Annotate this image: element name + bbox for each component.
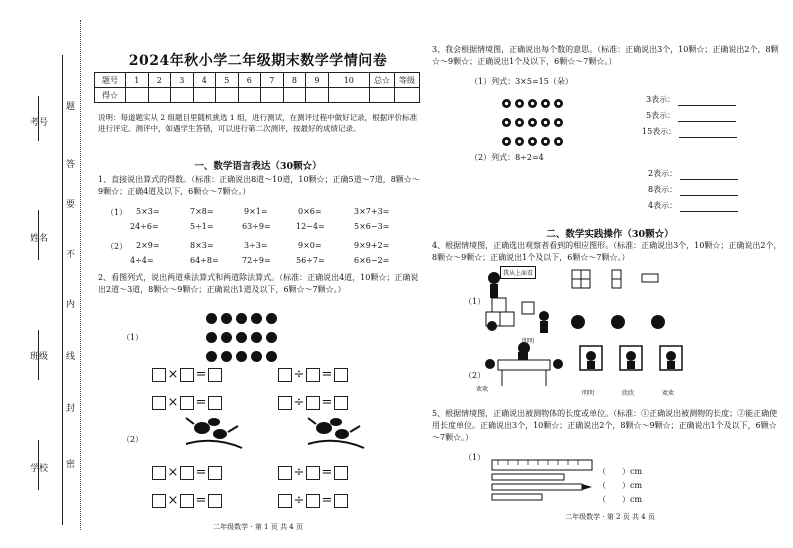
score-header-cell: 6 — [238, 73, 261, 88]
flower-icon — [528, 99, 537, 108]
q2-part2-label: （2） — [122, 435, 144, 444]
q1-item: 0×6= — [298, 207, 322, 216]
q3-part1-equation: （1）列式：3×5=15（朵） — [470, 77, 573, 86]
score-header-cell: 题号 — [95, 73, 126, 88]
q3-meaning-row — [648, 200, 738, 212]
portrait-name: 欣欣 — [622, 390, 635, 397]
apple-icon — [206, 332, 217, 343]
answer-box[interactable] — [208, 396, 222, 410]
q3-meaning-row — [648, 184, 738, 196]
apple-icon — [266, 332, 277, 343]
q5-prompt: 5、根据情境图，正确说出被测物体的长度或单位。（标准：①正确说出被测物的长度；②能正确使用长度单位。正确说出3个，10颗☆；正确说出2个，8颗☆～9颗☆；正确说出1个及以下，6颗☆～7颗☆。） — [432, 409, 778, 442]
score-cell[interactable] — [261, 88, 284, 103]
mingming-tag: 明明 — [522, 338, 535, 345]
times-sign: × — [167, 493, 179, 508]
portrait-name: 欢欢 — [662, 390, 675, 397]
score-cell[interactable] — [171, 88, 194, 103]
marker-xian: 线 — [66, 352, 76, 362]
answer-box[interactable] — [334, 368, 348, 382]
binding-line — [62, 55, 63, 525]
score-cell[interactable] — [193, 88, 216, 103]
apple-icon — [251, 313, 262, 324]
answer-box[interactable] — [152, 466, 166, 480]
q1-item: 24÷6= — [130, 222, 159, 231]
exam-title: 2024年秋小学二年级期末数学学情问卷 — [128, 53, 388, 69]
q1-item: 6×6−2= — [354, 256, 390, 265]
score-header-cell: 等级 — [395, 73, 420, 88]
label-school: 学校 — [30, 464, 49, 474]
apple-icon — [206, 351, 217, 362]
answer-box[interactable] — [334, 396, 348, 410]
answer-box[interactable] — [334, 494, 348, 508]
answer-box[interactable] — [180, 494, 194, 508]
times-sign: × — [167, 465, 179, 480]
equals-sign: = — [321, 395, 333, 410]
school-field[interactable] — [38, 440, 40, 490]
q1-item: 63÷9= — [242, 222, 271, 231]
section-2-heading: 二、数学实践操作（30颗☆） — [546, 229, 674, 240]
q1-item: 3×7+3= — [354, 207, 390, 216]
score-table-score-row — [95, 88, 420, 103]
exam-number-field[interactable] — [38, 96, 40, 141]
answer-box[interactable] — [180, 396, 194, 410]
q2-mul-equation-2 — [152, 392, 222, 411]
q4-prompt: 4、根据情境图，正确选出观察者看到的相应图形。（标准：正确说出3个，10颗☆；正确说出2个，8颗☆～9颗☆；正确说出1个及以下，6颗☆～7颗☆。） — [432, 241, 782, 262]
divide-sign: ÷ — [293, 465, 305, 480]
birds-on-branch-image-left — [184, 414, 244, 454]
meaning-label: 3表示： — [646, 95, 676, 104]
times-sign: × — [167, 367, 179, 382]
q2-div-equation-2 — [278, 392, 348, 411]
flower-icon — [528, 118, 537, 127]
score-cell[interactable] — [370, 88, 395, 103]
score-table-header-row — [95, 73, 420, 88]
section-1-heading: 一、数学语言表达（30颗☆） — [194, 161, 322, 172]
equals-sign: = — [195, 465, 207, 480]
q1-item: 4÷4= — [130, 256, 154, 265]
flower-icon — [515, 99, 524, 108]
flower-icon — [541, 118, 550, 127]
score-header-cell: 9 — [306, 73, 329, 88]
answer-line[interactable] — [680, 169, 738, 180]
meaning-label: 8表示： — [648, 185, 678, 194]
answer-line[interactable] — [679, 127, 737, 138]
apple-grid-image — [204, 310, 290, 367]
flower-icon — [554, 99, 563, 108]
answer-line[interactable] — [678, 111, 736, 122]
q2-part1-label: （1） — [122, 333, 144, 342]
score-header-cell: 8 — [283, 73, 306, 88]
view-from-top-sign: 我从上面看 — [500, 266, 536, 279]
score-cell[interactable] — [238, 88, 261, 103]
score-cell[interactable] — [283, 88, 306, 103]
q3-meaning-row — [648, 168, 738, 180]
answer-box[interactable] — [334, 466, 348, 480]
answer-box[interactable] — [152, 494, 166, 508]
page-1 — [92, 0, 424, 548]
q1-group2-label: （2） — [106, 242, 128, 251]
answer-box[interactable] — [306, 466, 320, 480]
portrait-options-image — [576, 344, 696, 374]
apple-icon — [236, 332, 247, 343]
q1-item: 9×1= — [244, 207, 268, 216]
meaning-label: 5表示： — [646, 111, 676, 120]
equals-sign: = — [195, 493, 207, 508]
q1-item: 5×6−3= — [354, 222, 390, 231]
apple-icon — [266, 313, 277, 324]
equals-sign: = — [321, 493, 333, 508]
q1-item: 5÷1= — [190, 222, 214, 231]
flower-icon — [502, 99, 511, 108]
binding-strip — [0, 0, 92, 548]
q1-prompt: 1、直接说出算式的得数。（标准：正确说出8道～10道，10颗☆；正确5道～7道，8颗☆～9颗☆；正确4道及以下，6颗☆～7颗☆。） — [98, 175, 420, 196]
q4-part2-label: （2） — [464, 371, 486, 380]
score-row-label: 得☆ — [95, 88, 126, 103]
score-header-cell: 7 — [261, 73, 284, 88]
name-field[interactable] — [38, 210, 40, 260]
flower-icon — [515, 137, 524, 146]
flower-icon — [554, 137, 563, 146]
score-table — [94, 72, 420, 103]
score-header-cell: 总☆ — [370, 73, 395, 88]
marker-bu: 不 — [66, 250, 76, 260]
apple-icon — [251, 332, 262, 343]
marker-da: 答 — [66, 160, 76, 170]
divide-sign: ÷ — [293, 395, 305, 410]
score-cell[interactable] — [148, 88, 171, 103]
score-header-cell: 2 — [148, 73, 171, 88]
answer-box[interactable] — [278, 466, 292, 480]
answer-box[interactable] — [278, 396, 292, 410]
score-cell[interactable] — [216, 88, 239, 103]
q3-prompt: 3、我会根据情境图，正确说出每个数的意思。（标准：正确说出3个，10颗☆；正确说出2个，8颗☆～9颗☆；正确说出1个及以下，6颗☆～7颗☆。） — [432, 45, 779, 66]
score-cell[interactable] — [306, 88, 329, 103]
answer-box[interactable] — [180, 466, 194, 480]
class-field[interactable] — [38, 330, 40, 380]
flower-icon — [541, 99, 550, 108]
apple-icon — [221, 351, 232, 362]
binding-dotted-line — [80, 20, 81, 530]
answer-box[interactable] — [278, 368, 292, 382]
score-header-cell: 3 — [171, 73, 194, 88]
q3-meaning-row — [646, 94, 736, 106]
answer-line[interactable] — [680, 185, 738, 196]
q1-group1-label: （1） — [106, 208, 128, 217]
meaning-label: 15表示： — [642, 127, 677, 136]
flower-icon — [528, 137, 537, 146]
apple-icon — [236, 313, 247, 324]
marker-nei: 内 — [66, 300, 76, 310]
apple-icon — [236, 351, 247, 362]
q3-part2-equation: （2）列式：8÷2=4 — [470, 153, 544, 162]
score-header-cell: 1 — [126, 73, 149, 88]
equals-sign: = — [321, 465, 333, 480]
flower-grid-image — [500, 94, 580, 151]
q2-prompt: 2、看图列式，说出两道乘法算式和两道除法算式。（标准：正确说出4道，10颗☆；正确说出2道～3道，8颗☆～9颗☆；正确说出1道及以下，6颗☆～7颗☆。） — [98, 273, 419, 294]
score-header-cell: 4 — [193, 73, 216, 88]
q5-part1-label: （1） — [464, 453, 486, 462]
score-header-cell: 5 — [216, 73, 239, 88]
children-heads-image — [568, 312, 678, 332]
q1-item: 7×8= — [190, 207, 214, 216]
flower-icon — [502, 118, 511, 127]
score-cell[interactable] — [395, 88, 420, 103]
page-2 — [430, 0, 790, 548]
answer-box[interactable] — [180, 368, 194, 382]
answer-box[interactable] — [208, 368, 222, 382]
answer-box[interactable] — [208, 494, 222, 508]
q2-div-equation-3 — [278, 462, 348, 481]
answer-box[interactable] — [278, 494, 292, 508]
q1-item: 5×3= — [136, 207, 160, 216]
q1-item: 72÷9= — [242, 256, 271, 265]
answer-box[interactable] — [152, 368, 166, 382]
flower-icon — [502, 137, 511, 146]
answer-line[interactable] — [678, 95, 736, 106]
portrait-name: 明明 — [582, 390, 595, 397]
q5-answer-3[interactable]: （ ）cm — [598, 495, 643, 504]
shape-options-image — [570, 268, 660, 298]
q5-answer-2[interactable]: （ ）cm — [598, 481, 643, 490]
equals-sign: = — [195, 367, 207, 382]
apple-icon — [221, 332, 232, 343]
answer-box[interactable] — [208, 466, 222, 480]
answer-box[interactable] — [152, 396, 166, 410]
flower-icon — [541, 137, 550, 146]
apple-icon — [251, 351, 262, 362]
answer-box[interactable] — [306, 368, 320, 382]
q5-answer-1[interactable]: （ ）cm — [598, 467, 643, 476]
divide-sign: ÷ — [293, 493, 305, 508]
q1-item: 9×0= — [298, 241, 322, 250]
ruler-measuring-image — [488, 456, 598, 506]
q1-item: 64÷8= — [190, 256, 219, 265]
equals-sign: = — [321, 367, 333, 382]
q1-item: 8×3= — [190, 241, 214, 250]
huanhuan-tag: 欢欢 — [476, 386, 489, 393]
q3-meaning-row — [646, 110, 736, 122]
q2-div-equation-1 — [278, 364, 348, 383]
marker-yao: 要 — [66, 200, 76, 210]
label-class: 班级 — [30, 352, 49, 362]
children-at-table-image — [484, 340, 564, 390]
q2-mul-equation-3 — [152, 462, 222, 481]
instructions: 说明：每道题实从 2 组题目里随机挑选 1 组，进行测试，在测评过程中做好记录，根据评价标准进行评定。测评中，如遇学生答错，可以进行第二次测评，按最好的成绩记录。 — [98, 113, 418, 133]
q2-mul-equation-1 — [152, 364, 222, 383]
equals-sign: = — [195, 395, 207, 410]
page-1-footer: 二年级数学 · 第 1 页 共 4 页 — [213, 523, 303, 531]
marker-feng: 封 — [66, 404, 76, 414]
q2-div-equation-4 — [278, 490, 348, 509]
birds-on-branch-image-right — [306, 414, 366, 454]
times-sign: × — [167, 395, 179, 410]
apple-icon — [221, 313, 232, 324]
flower-icon — [554, 118, 563, 127]
q1-item: 9×9+2= — [354, 241, 390, 250]
label-exam-number: 考号 — [30, 118, 49, 128]
q1-item: 2×9= — [136, 241, 160, 250]
answer-line[interactable] — [680, 201, 738, 212]
q1-item: 12−4= — [296, 222, 325, 231]
q3-meaning-row — [642, 126, 737, 138]
q1-item: 56÷7= — [296, 256, 325, 265]
marker-ti: 题 — [66, 102, 76, 112]
score-cell[interactable] — [328, 88, 369, 103]
apple-icon — [266, 351, 277, 362]
apple-icon — [206, 313, 217, 324]
q2-mul-equation-4 — [152, 490, 222, 509]
q1-item: 3÷3= — [244, 241, 268, 250]
divide-sign: ÷ — [293, 367, 305, 382]
answer-box[interactable] — [306, 494, 320, 508]
marker-mi: 密 — [66, 460, 76, 470]
q4-part1-label: （1） — [464, 297, 486, 306]
score-header-cell: 10 — [328, 73, 369, 88]
page-2-footer: 二年级数学 · 第 2 页 共 4 页 — [565, 513, 655, 521]
label-name: 姓名 — [30, 234, 49, 244]
score-cell[interactable] — [126, 88, 149, 103]
meaning-label: 2表示： — [648, 169, 678, 178]
flower-icon — [515, 118, 524, 127]
answer-box[interactable] — [306, 396, 320, 410]
meaning-label: 4表示： — [648, 201, 678, 210]
